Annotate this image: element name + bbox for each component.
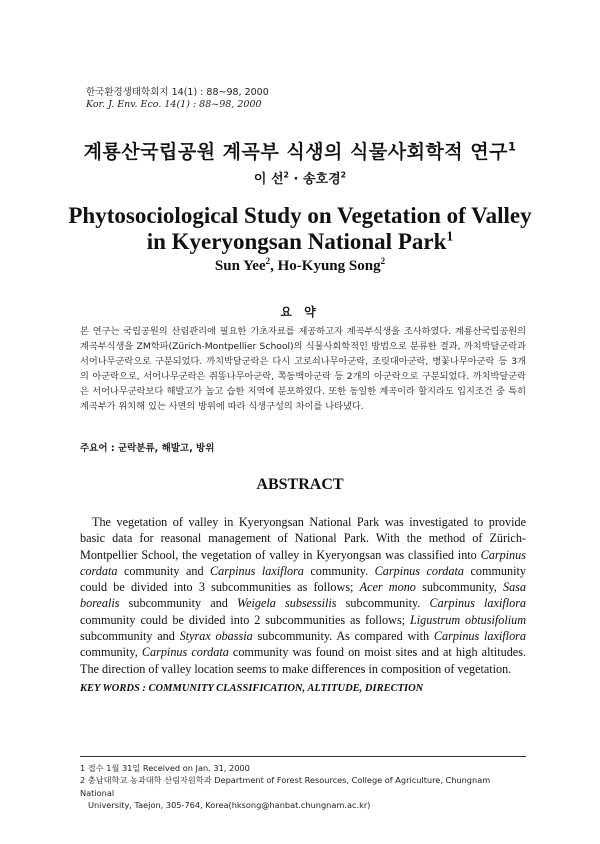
abstract-text-run: community. — [303, 563, 375, 578]
english-title — [0, 203, 600, 255]
korean-author-2-mark: 2 — [340, 170, 347, 180]
english-title-footnote-mark: 1 — [446, 228, 454, 244]
species-name: Carpinus laxiflora — [210, 563, 304, 578]
korean-keywords: 주요어 : 군락분류, 해발고, 방위 — [80, 443, 215, 454]
english-author-1-mark: 2 — [265, 256, 271, 266]
korean-title-footnote-mark: 1 — [507, 139, 517, 154]
species-name: Carpinus cordata — [80, 547, 526, 578]
korean-abstract-heading: 요 약 — [280, 305, 320, 319]
species-name: Carpinus cordata — [141, 645, 229, 660]
journal-reference-korean: 한국환경생태학회지 14(1) : 88~98, 2000 — [86, 87, 269, 98]
english-title-line-1: Phytosociological Study on Vegetation of Valley — [68, 203, 532, 228]
abstract-paragraph — [80, 514, 526, 677]
korean-title-text: 계룡산국립공원 계곡부 식생의 식물사회학적 연구 — [83, 141, 508, 163]
species-name: Acer mono — [359, 580, 416, 595]
english-authors — [0, 258, 600, 275]
english-author-1: Sun Yee — [214, 258, 266, 274]
species-name: Sasa borealis — [80, 580, 526, 611]
english-author-2-mark: 2 — [380, 256, 386, 266]
species-name: Carpinus laxiflora — [433, 629, 526, 644]
species-name: Styrax obassia — [179, 629, 253, 644]
footnote-2-continued: University, Taejon, 305-764, Korea(hksong@hanbat.chungnam.ac.kr) — [88, 800, 371, 811]
english-title-line-2-text: in Kyeryongsan National Park — [146, 229, 447, 254]
abstract-text-run: subcommunity. — [336, 596, 430, 611]
abstract-text-run: community was found on moist sites and at high altitudes. The direction of valley location seems to make differences in composition of vegetation. — [80, 645, 526, 676]
abstract-heading: ABSTRACT — [256, 476, 344, 493]
abstract-text-run: community could be divided into 2 subcommunities as follows; — [80, 612, 411, 627]
species-name: Carpinus laxiflora — [429, 596, 527, 611]
abstract-text-run: subcommunity, — [415, 580, 503, 595]
footnote-1: 1 접수 1월 31일 Received on Jan. 31, 2000 — [80, 763, 250, 773]
species-name: Ligustrum obtusifolium — [410, 612, 527, 627]
abstract-text-run: subcommunity and — [80, 629, 180, 644]
korean-author-separator: · — [288, 172, 303, 187]
abstract-text-run: community could be divided into 3 subcommunities as follows; — [80, 563, 526, 595]
abstract-body — [80, 514, 526, 677]
english-author-2: Ho-Kyung Song — [277, 258, 381, 274]
species-name: Carpinus cordata — [374, 563, 464, 578]
abstract-text-run: The vegetation of valley in Kyeryongsan National Park was investigated to provide basic data for reasonal management of National Park. With the method of Zürich-Montpellier School, the vegetation of valley in Kyeryongsan was classified into — [80, 515, 526, 562]
english-keywords: KEY WORDS : COMMUNITY CLASSIFICATION, ALTITUDE, DIRECTION — [80, 683, 424, 694]
korean-abstract-body: 본 연구는 국립공원의 산림관리에 필요한 기초자료를 제공하고자 계곡부식생을 조사하였다. 계룡산국립공원의 계곡부식생을 ZM학파(Zürich-Montpellier School)의 식물사회학적인 방법으로 분류한 결과, 까치박달군락과 서어나무군락으로 구분되었다. 까치박달군락은 다시 고로쇠나무아군락, 조릿대아군락, 병꽃나무아군락 등 3개의 아군락으로, 서어나무군락은 쥐똥나무아군락, 쪽동백아군락 등 2개의 아군락으로 구분되었다. 까치박달군락은 서어나무군락보다 해발고가 높고 습한 지역에 분포하였다. 또한 동일한 계곡이라 할지라도 입지조건 중 특히 계곡부가 위치해 있는 사면의 방위에 따라 식생구성의 차이를 나타냈다. — [80, 326, 526, 413]
korean-title — [0, 137, 600, 164]
korean-author-1: 이 선 — [253, 172, 284, 187]
footnote-2: 2 충남대학교 농과대학 산림자원학과 Department of Forest Resources, College of Agriculture, Chungnam National — [80, 775, 491, 798]
species-name: Weigela subsessilis — [237, 596, 337, 611]
korean-author-1-mark: 2 — [283, 170, 289, 180]
footnotes — [80, 762, 526, 812]
english-author-separator: , — [270, 258, 278, 274]
english-title-line-2 — [0, 229, 600, 255]
abstract-text-run: subcommunity and — [119, 596, 238, 611]
abstract-text-run: community, — [80, 645, 142, 660]
korean-author-2: 송호경 — [302, 172, 341, 187]
footnote-divider — [80, 756, 526, 757]
abstract-text-run: community and — [117, 563, 211, 578]
korean-authors — [0, 168, 600, 187]
abstract-text-run: subcommunity. As compared with — [252, 629, 434, 644]
journal-reference-english: Kor. J. Env. Eco. 14(1) : 88~98, 2000 — [86, 99, 262, 110]
